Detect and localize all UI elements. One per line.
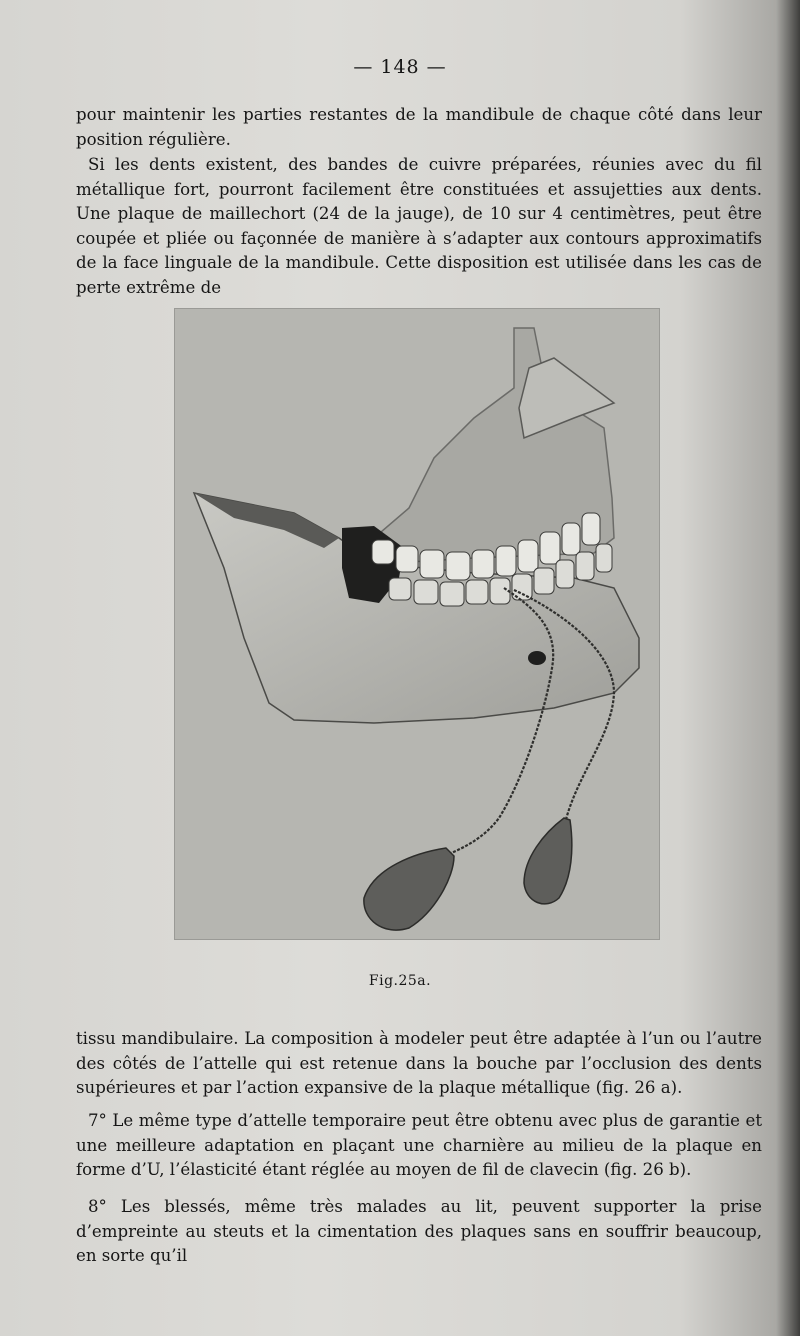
mental-foramen	[528, 651, 546, 665]
figure-caption: Fig.25a.	[368, 973, 432, 989]
paragraph-item-7: 7° Le même type d’attelle temporaire peut être obtenu avec plus de garantie et une meilleure adaptation en plaçant une charnière au milieu de la plaque en forme d’U, l’élasticité étant réglée au moyen de fil de clavecin (fig. 26 b).	[76, 1111, 762, 1180]
mandible-illustration	[174, 308, 660, 940]
weight-left	[364, 848, 454, 930]
paragraph-copper-bands: Si les dents existent, des bandes de cuivre préparées, réunies avec du fil métallique fort, pourront facilement être constituées et assujetties aux dents. Une plaque de maillechort (24 de la jauge), de 10 sur 4 centimètres, peut être coupée et pliée ou façonnée de manière à s’adapter aux contours approximatifs de la face linguale de la mandibule. Cette disposition est utilisée dans les cas de perte extrême de	[76, 155, 762, 297]
figure-mandible-plate	[174, 308, 660, 940]
weight-right	[524, 818, 572, 904]
paragraph-continuation: pour maintenir les parties restantes de la mandibule de chaque côté dans leur position régulière.	[76, 105, 762, 149]
paragraph-item-8: 8° Les blessés, même très malades au lit, peuvent supporter la prise d’empreinte au steuts et la cimentation des plaques sans en souffrir beaucoup, en sorte qu’il	[76, 1197, 762, 1266]
page-number: — 148 —	[353, 56, 447, 78]
paragraph-tissue: tissu mandibulaire. La composition à modeler peut être adaptée à l’un ou l’autre des côtés de l’attelle qui est retenue dans la bouche par l’occlusion des dents supérieures et par l’action expansive de la plaque métallique (fig. 26 a).	[76, 1029, 762, 1098]
